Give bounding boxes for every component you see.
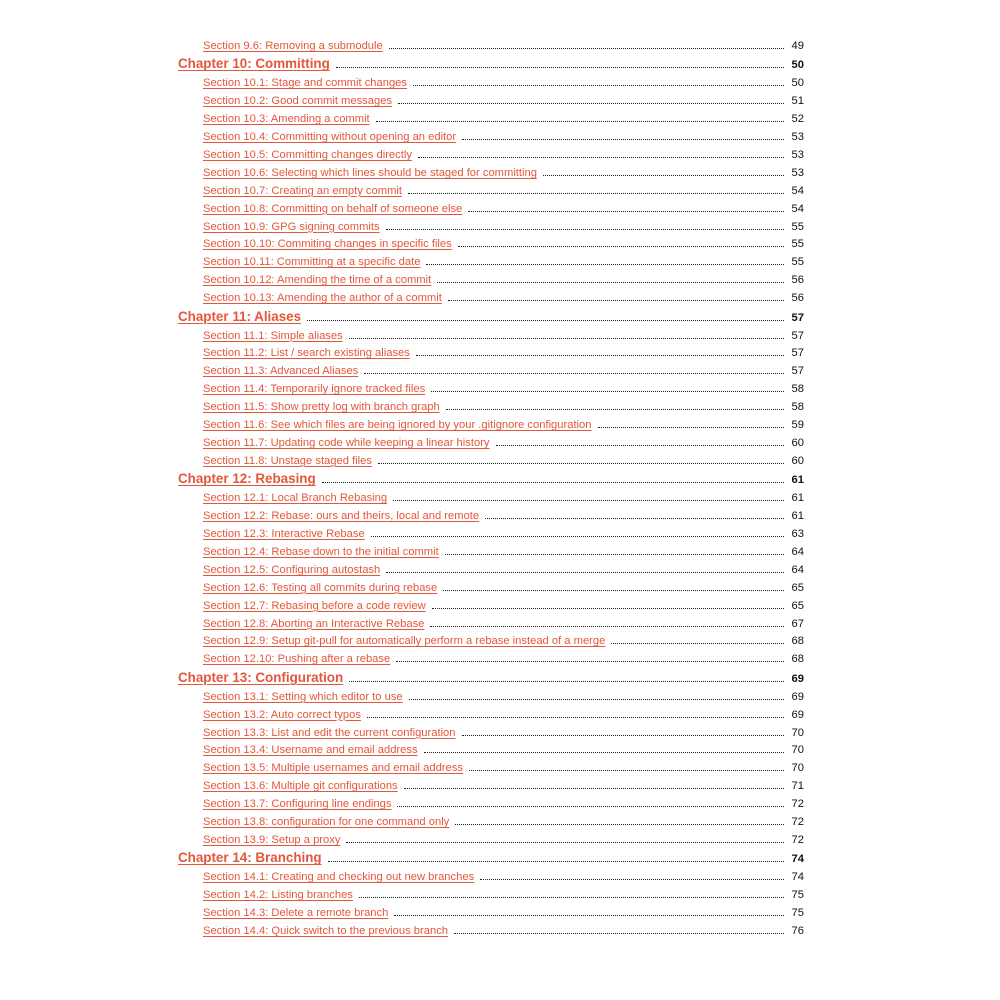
dot-leader — [418, 157, 784, 158]
dot-leader — [485, 518, 784, 519]
toc-section-row[interactable] — [178, 756, 804, 774]
page-number: 70 — [791, 744, 804, 757]
section-link[interactable]: Section 10.9: GPG signing commits — [203, 220, 380, 233]
dot-leader — [416, 355, 784, 356]
toc-section-row[interactable] — [178, 504, 804, 522]
page-number: 57 — [791, 329, 804, 342]
page-number: 72 — [791, 798, 804, 811]
dot-leader — [364, 373, 784, 374]
dot-leader — [430, 626, 784, 627]
section-link[interactable]: Section 13.8: configuration for one command only — [203, 816, 450, 828]
page-number: 56 — [791, 274, 804, 287]
section-link[interactable]: Section 12.9: Setup git-pull for automatically perform a rebase instead of a merge — [203, 635, 606, 648]
dot-leader — [431, 391, 784, 392]
dot-leader — [445, 554, 784, 555]
chapter-link[interactable]: Chapter 11: Aliases — [178, 308, 302, 324]
toc-section-row[interactable] — [178, 377, 804, 395]
toc-section-row[interactable] — [178, 359, 804, 377]
page-number: 76 — [791, 925, 804, 938]
toc-section-row[interactable] — [178, 143, 804, 161]
toc-section-row[interactable] — [178, 685, 804, 703]
toc-section-row[interactable] — [178, 576, 804, 594]
section-link[interactable]: Section 10.8: Committing on behalf of someone else — [203, 202, 463, 215]
dot-leader — [322, 482, 784, 483]
toc-section-row[interactable] — [178, 522, 804, 540]
dot-leader — [386, 572, 784, 573]
page-number: 57 — [791, 347, 804, 360]
page-number: 53 — [791, 166, 804, 179]
dot-leader — [398, 103, 784, 104]
section-link[interactable]: Section 10.11: Committing at a specific date — [203, 256, 421, 269]
dot-leader — [393, 500, 784, 501]
chapter-link[interactable]: Chapter 12: Rebasing — [178, 471, 316, 487]
dot-leader — [376, 121, 784, 122]
toc-section-row[interactable] — [178, 901, 804, 919]
page-number: 63 — [791, 528, 804, 541]
page-number: 69 — [791, 672, 804, 685]
page-number: 70 — [791, 726, 804, 739]
toc-section-row[interactable] — [178, 71, 804, 89]
page-number: 74 — [791, 871, 804, 884]
dot-leader — [454, 933, 784, 934]
toc-chapter-row[interactable] — [178, 665, 804, 685]
section-link[interactable]: Section 11.6: See which files are being ignored by your .gitignore configuration — [203, 419, 592, 431]
section-link[interactable]: Section 12.1: Local Branch Rebasing — [203, 492, 388, 505]
dot-leader — [367, 717, 784, 718]
toc-section-row[interactable] — [178, 449, 804, 467]
dot-leader — [378, 463, 784, 464]
toc-section-row[interactable] — [178, 431, 804, 449]
dot-leader — [397, 806, 784, 807]
section-link[interactable]: Section 14.4: Quick switch to the previous branch — [203, 925, 449, 938]
page-number: 61 — [791, 510, 804, 523]
table-of-contents — [178, 34, 804, 937]
toc-section-row[interactable] — [178, 865, 804, 883]
toc-section-row[interactable] — [178, 774, 804, 792]
section-link[interactable]: Section 12.5: Configuring autostash — [203, 563, 381, 576]
dot-leader — [468, 211, 784, 212]
page-number: 55 — [791, 220, 804, 233]
section-link[interactable]: Section 12.8: Aborting an Interactive Rebase — [203, 617, 425, 630]
toc-section-row[interactable] — [178, 540, 804, 558]
dot-leader — [413, 85, 784, 86]
dot-leader — [371, 536, 784, 537]
dot-leader — [349, 338, 784, 339]
page-number: 69 — [791, 690, 804, 703]
section-link[interactable]: Section 12.7: Rebasing before a code review — [203, 599, 426, 612]
dot-leader — [394, 915, 784, 916]
toc-section-row[interactable] — [178, 810, 804, 828]
page-number: 75 — [791, 907, 804, 920]
section-link[interactable]: Section 11.5: Show pretty log with branch graph — [203, 401, 440, 414]
section-link[interactable]: Section 13.2: Auto correct typos — [203, 708, 361, 721]
page-number: 60 — [791, 436, 804, 449]
section-link[interactable]: Section 13.7: Configuring line endings — [203, 798, 392, 811]
dot-leader — [462, 139, 784, 140]
section-link[interactable]: Section 12.10: Pushing after a rebase — [203, 653, 391, 666]
toc-section-row[interactable] — [178, 179, 804, 197]
page-number: 67 — [791, 617, 804, 630]
toc-section-row[interactable] — [178, 233, 804, 251]
toc-section-row[interactable] — [178, 89, 804, 107]
page-number: 54 — [791, 202, 804, 215]
dot-leader — [443, 590, 784, 591]
section-link[interactable]: Section 14.2: Listing branches — [203, 889, 353, 902]
dot-leader — [455, 824, 784, 825]
page-number: 65 — [791, 581, 804, 594]
dot-leader — [424, 752, 784, 753]
page-number: 72 — [791, 833, 804, 846]
dot-leader — [462, 735, 785, 736]
toc-section-row[interactable] — [178, 486, 804, 504]
section-link[interactable]: Section 11.3: Advanced Aliases — [203, 365, 359, 378]
dot-leader — [389, 48, 784, 49]
toc-section-row[interactable] — [178, 413, 804, 431]
page-number: 75 — [791, 889, 804, 902]
toc-section-row[interactable] — [178, 828, 804, 846]
page-number: 51 — [791, 95, 804, 108]
page-number: 70 — [791, 762, 804, 775]
toc-chapter-row[interactable] — [178, 846, 804, 866]
page-number: 68 — [791, 635, 804, 648]
toc-section-row[interactable] — [178, 883, 804, 901]
section-link[interactable]: Section 11.1: Simple aliases — [203, 329, 343, 342]
page-number: 69 — [791, 708, 804, 721]
toc-section-row[interactable] — [178, 721, 804, 739]
section-link[interactable]: Section 9.6: Removing a submodule — [203, 39, 383, 52]
dot-leader — [437, 282, 784, 283]
toc-section-row[interactable] — [178, 703, 804, 721]
page-number: 55 — [791, 256, 804, 269]
section-link[interactable]: Section 12.4: Rebase down to the initial commit — [203, 545, 439, 558]
section-link[interactable]: Section 11.4: Temporarily ignore tracked files — [203, 383, 426, 396]
section-link[interactable]: Section 13.6: Multiple git configurations — [203, 780, 398, 793]
dot-leader — [448, 300, 784, 301]
dot-leader — [446, 409, 784, 410]
dot-leader — [543, 175, 784, 176]
toc-chapter-row[interactable] — [178, 304, 804, 324]
section-link[interactable]: Section 11.8: Unstage staged files — [203, 454, 372, 467]
dot-leader — [386, 229, 784, 230]
section-link[interactable]: Section 12.3: Interactive Rebase — [203, 528, 365, 541]
section-link[interactable]: Section 10.12: Amending the time of a commit — [203, 274, 432, 287]
section-link[interactable]: Section 13.3: List and edit the current configuration — [203, 726, 456, 739]
chapter-link[interactable]: Chapter 13: Configuration — [178, 669, 344, 685]
section-link[interactable]: Section 10.5: Committing changes directly — [203, 148, 412, 161]
toc-section-row[interactable] — [178, 161, 804, 179]
page-number: 72 — [791, 816, 804, 828]
section-link[interactable]: Section 10.4: Committing without opening an editor — [203, 131, 457, 144]
dot-leader — [349, 681, 784, 682]
page-number: 50 — [791, 77, 804, 90]
dot-leader — [404, 788, 784, 789]
dot-leader — [346, 842, 784, 843]
toc-section-row[interactable] — [178, 286, 804, 304]
dot-leader — [426, 264, 784, 265]
page-number: 61 — [791, 492, 804, 505]
section-link[interactable]: Section 10.10: Commiting changes in specific files — [203, 238, 452, 251]
toc-section-row[interactable] — [178, 107, 804, 125]
toc-section-row[interactable] — [178, 612, 804, 630]
section-link[interactable]: Section 13.9: Setup a proxy — [203, 833, 341, 846]
page-number: 58 — [791, 401, 804, 414]
section-link[interactable]: Section 11.7: Updating code while keeping a linear history — [203, 436, 490, 449]
section-link[interactable]: Section 10.6: Selecting which lines should be staged for committing — [203, 166, 537, 179]
dot-leader — [328, 861, 784, 862]
page-number: 53 — [791, 148, 804, 161]
section-link[interactable]: Section 13.1: Setting which editor to use — [203, 690, 403, 703]
chapter-link[interactable]: Chapter 10: Committing — [178, 56, 330, 72]
page-number: 74 — [791, 853, 804, 866]
dot-leader — [496, 445, 785, 446]
toc-section-row[interactable] — [178, 919, 804, 937]
page-number: 53 — [791, 131, 804, 144]
section-link[interactable]: Section 10.13: Amending the author of a commit — [203, 292, 442, 305]
section-link[interactable]: Section 13.4: Username and email address — [203, 744, 418, 757]
section-link[interactable]: Section 14.3: Delete a remote branch — [203, 907, 389, 920]
dot-leader — [409, 699, 784, 700]
section-link[interactable]: Section 10.1: Stage and commit changes — [203, 77, 407, 90]
section-link[interactable]: Section 14.1: Creating and checking out new branches — [203, 871, 475, 884]
page-number: 71 — [791, 780, 804, 793]
dot-leader — [307, 320, 784, 321]
toc-section-row[interactable] — [178, 594, 804, 612]
dot-leader — [611, 643, 784, 644]
page-number: 68 — [791, 653, 804, 666]
toc-section-row[interactable] — [178, 739, 804, 757]
dot-leader — [598, 427, 785, 428]
dot-leader — [432, 608, 784, 609]
toc-section-row[interactable] — [178, 324, 804, 342]
section-link[interactable]: Section 13.5: Multiple usernames and email address — [203, 762, 463, 775]
page-number: 58 — [791, 383, 804, 396]
toc-section-row[interactable] — [178, 342, 804, 360]
toc-section-row[interactable] — [178, 250, 804, 268]
chapter-link[interactable]: Chapter 14: Branching — [178, 850, 322, 866]
section-link[interactable]: Section 12.2: Rebase: ours and theirs, local and remote — [203, 510, 480, 523]
toc-section-row[interactable] — [178, 792, 804, 810]
page-number: 65 — [791, 599, 804, 612]
page-number: 54 — [791, 184, 804, 197]
section-link[interactable]: Section 10.3: Amending a commit — [203, 113, 370, 126]
page-number: 59 — [791, 419, 804, 431]
page-number: 64 — [791, 563, 804, 576]
toc-section-row[interactable] — [178, 197, 804, 215]
dot-leader — [480, 879, 784, 880]
dot-leader — [396, 661, 784, 662]
dot-leader — [469, 770, 784, 771]
section-link[interactable]: Section 10.7: Creating an empty commit — [203, 184, 402, 197]
toc-section-row[interactable] — [178, 215, 804, 233]
toc-section-row[interactable] — [178, 395, 804, 413]
page-number: 49 — [791, 39, 804, 52]
toc-section-row[interactable] — [178, 558, 804, 576]
dot-leader — [336, 67, 784, 68]
toc-section-row[interactable] — [178, 647, 804, 665]
toc-section-row[interactable] — [178, 268, 804, 286]
page-number: 50 — [791, 59, 804, 72]
toc-chapter-row[interactable] — [178, 467, 804, 487]
dot-leader — [408, 193, 784, 194]
toc-section-row[interactable] — [178, 125, 804, 143]
page-number: 64 — [791, 545, 804, 558]
section-link[interactable]: Section 10.2: Good commit messages — [203, 95, 393, 108]
page-number: 60 — [791, 454, 804, 467]
dot-leader — [458, 246, 784, 247]
section-link[interactable]: Section 12.6: Testing all commits during rebase — [203, 581, 438, 594]
section-link[interactable]: Section 11.2: List / search existing aliases — [203, 347, 410, 360]
page-number: 52 — [791, 113, 804, 126]
page-number: 56 — [791, 292, 804, 305]
toc-section-row[interactable] — [178, 630, 804, 648]
toc-section-row[interactable] — [178, 34, 804, 52]
page-number: 57 — [791, 311, 804, 324]
page-number: 55 — [791, 238, 804, 251]
page-number: 57 — [791, 365, 804, 378]
dot-leader — [359, 897, 784, 898]
page-number: 61 — [791, 474, 804, 487]
toc-chapter-row[interactable] — [178, 52, 804, 72]
